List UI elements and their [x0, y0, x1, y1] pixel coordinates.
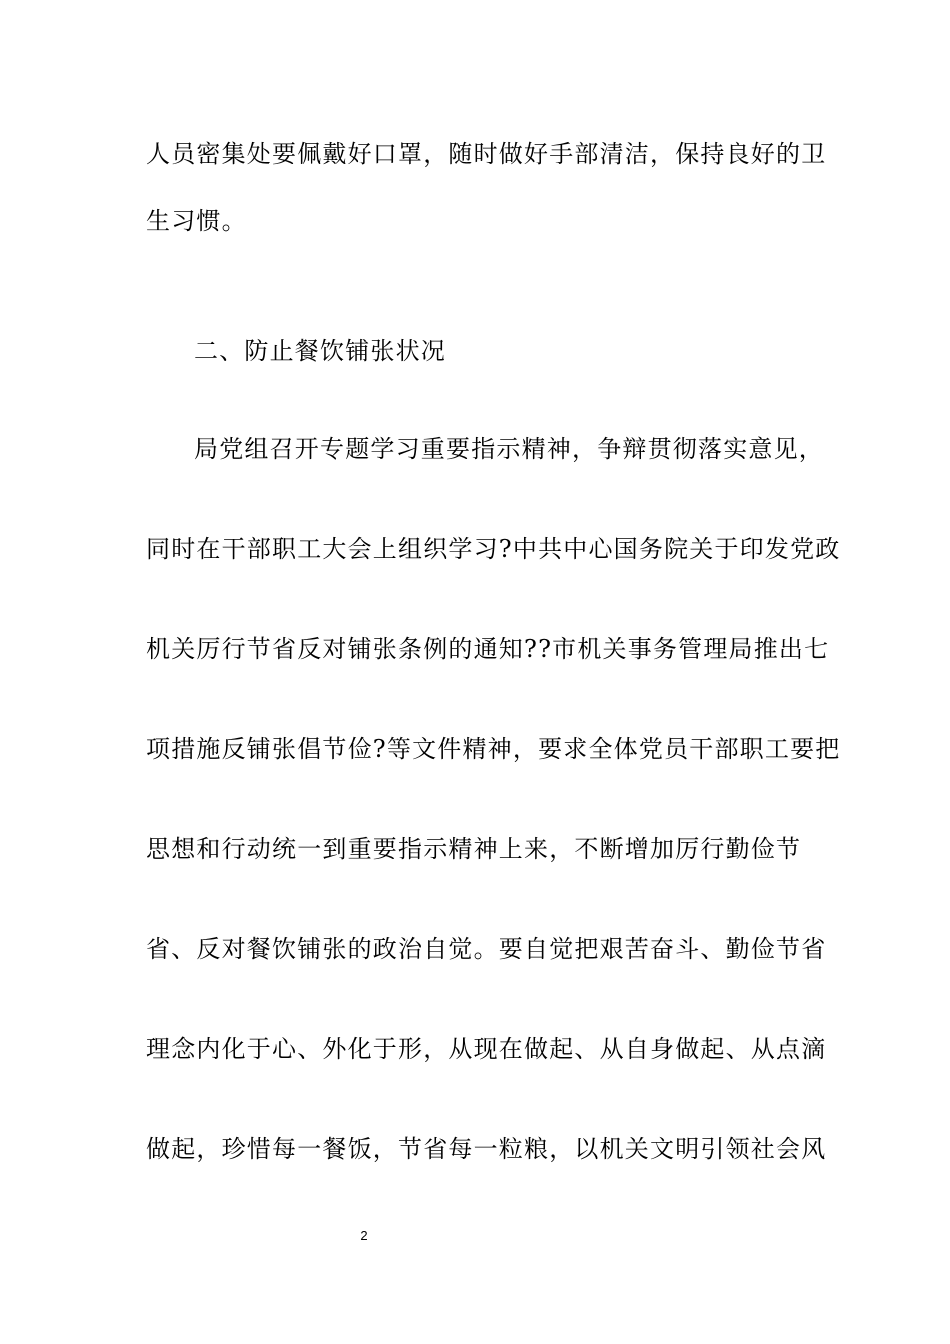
body-line-5: 同时在干部职工大会上组织学习?中共中心国务院关于印发党政: [146, 535, 841, 563]
body-line-6: 机关厉行节省反对铺张条例的通知??市机关事务管理局推出七: [146, 635, 830, 663]
body-line-8: 思想和行动统一到重要指示精神上来，不断增加厉行勤俭节: [146, 835, 802, 863]
body-line-9: 省、反对餐饮铺张的政治自觉。要自觉把艰苦奋斗、勤俭节省: [146, 935, 827, 963]
section-heading: 二、防止餐饮铺张状况: [194, 337, 446, 365]
body-line-7: 项措施反铺张倡节俭?等文件精神，要求全体党员干部职工要把: [146, 735, 841, 763]
body-line-1: 人员密集处要佩戴好口罩，随时做好手部清洁，保持良好的卫: [146, 140, 827, 168]
page-number: 2: [360, 1228, 368, 1243]
body-line-2: 生习惯。: [146, 207, 247, 235]
body-line-10: 理念内化于心、外化于形，从现在做起、从自身做起、从点滴: [146, 1035, 827, 1063]
body-line-11: 做起，珍惜每一餐饭，节省每一粒粮，以机关文明引领社会风: [146, 1135, 827, 1163]
paragraph-first-line: 局党组召开专题学习重要指示精神，争辩贯彻落实意见，: [194, 435, 824, 463]
